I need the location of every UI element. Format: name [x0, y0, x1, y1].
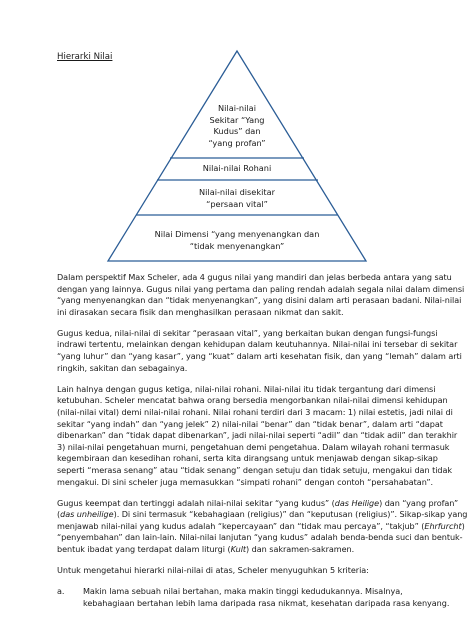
paragraph-gugus-keempat [57, 497, 468, 556]
tier-text-line: “yang profan” [208, 137, 266, 148]
text-line: ketubuhan. Scheler mencatat bahwa orang bersedia mengorbankan nilai-nilai dimensi kehidupan [57, 395, 448, 406]
pyramid-tier-vital [167, 187, 307, 210]
text-line: ini dirasakan secara fisik dan menghasilkan perasaan nikmat dan sakit. [57, 306, 344, 317]
text-line: menjawab nilai-nilai yang kudus adalah “kepercayaan” dan “tidak mau percaya”, “takjub” (Ehrfurcht) [57, 520, 465, 531]
text-line: Dalam perspektif Max Scheler, ada 4 gugus nilai yang mandiri dan jelas berbeda antara yang satu [57, 272, 452, 282]
text-line: ringkih, sakitan dan sebagainya. [57, 362, 188, 373]
paragraph-kriteria-intro [57, 565, 423, 577]
criteria-list [57, 586, 450, 609]
text-line: bentuk ibadat yang terdapat dalam liturgi (Kult) dan sakramen-sakramen. [57, 543, 355, 554]
paragraph-gugus-kedua [57, 327, 462, 374]
tier-text-line: Sekitar “Yang [209, 114, 265, 125]
text-line: Lain halnya dengan gugus ketiga, nilai-nilai rohani. Nilai-nilai itu tidak tergantung dari dimensi [57, 383, 436, 394]
criteria-item [57, 586, 450, 609]
text-line: seperti “merasa senang” atau “tidak senang” dengan setuju dan tidak setuju, mengakui dan tidak [57, 464, 453, 475]
pyramid-tier-spiritual [177, 163, 297, 175]
text-line: (das unheilige). Di sini termasuk “kebahagiaan (religius)” dan “keputusan (religius)”. Sikap-sikap yang [57, 509, 468, 520]
text-line: mengakui. Di sini scheler juga memasukkan “simpati rohani” dengan contoh “persahabatan”. [57, 476, 433, 487]
tier-text-line: “persaan vital” [206, 198, 268, 209]
tier-text-line: Nilai Dimensi “yang menyenangkan dan [154, 229, 320, 239]
text-line: kebahagiaan bertahan lebih lama daripada rasa nikmat, kesehatan daripada rasa kenyang. [83, 597, 450, 608]
tier-text-line: “tidak menyenangkan” [189, 240, 285, 251]
text-line: 3) nilai-nilai pengetahuan murni, pengetahuan demi pengetahua. Dalam wilayah rohani termasuk [57, 441, 450, 452]
tier-text-line: Kudus” dan [213, 126, 261, 136]
paragraph-gugus-pertama [57, 272, 465, 318]
text-line: sekitar “yang indah” dan “yang jelek” 2) nilai-nilai “benar” dan “tidak benar”, dalam arti “dapat [57, 418, 443, 429]
text-line: dibenarkan” dan “tidak dapat dibenarkan”, jadi nilai-nilai seperti “adil” dan “tidak adil” dan terakhir [57, 430, 458, 441]
text-line: “yang luhur” dan “yang kasar”, yang “kuat” dalam arti kesehatan fisik, dan yang “lemah” dalam arti [57, 351, 462, 362]
list-marker: a. [57, 586, 65, 597]
criteria-text [83, 586, 449, 609]
text-line: indrawi tertentu, melainkan dengan kehidupan dalam keutuhannya. Nilai-nilai ini tersebar di sekitar [57, 339, 458, 350]
tier-text-line: Nilai-nilai Rohani [202, 163, 272, 173]
text-line: Untuk mengetahui hierarki nilai-nilai di atas, Scheler menyuguhkan 5 kriteria: [57, 565, 369, 576]
tier-text-line: Nilai-nilai [218, 103, 256, 113]
paragraph-gugus-ketiga [57, 383, 458, 488]
page-title: Hierarki Nilai [57, 52, 113, 62]
text-line: “yang menyenangkan dan “tidak menyenangkan”, yang disini dalam arti perasaan badani. Nilai-nilai [57, 295, 462, 306]
text-line: Gugus kedua, nilai-nilai di sekitar “perasaan vital”, yang berkaitan bukan dengan fungsi-fungsi [57, 327, 438, 338]
text-line: dengan yang lainnya. Gugus nilai yang pertama dan paling rendah adalah segala nilai dalam dimensi [57, 283, 465, 294]
pyramid-tier-pleasure [137, 229, 337, 252]
text-line: Gugus keempat dan tertinggi adalah nilai-nilai sekitar “yang kudus” (das Heilige) dan “yang profan” [57, 497, 459, 508]
text-line: kegembiraan dan kesedihan rohani, serta kita dirangsang untuk menjawab dengan sikap-sikap [57, 453, 438, 464]
pyramid-tier-holy [187, 103, 287, 149]
text-line: (nilai-nilai vital) demi nilai-nilai rohani. Nilai rohani terdiri dari 3 macam: 1) nilai estetis, jadi nilai di [57, 406, 453, 417]
text-line: Makin lama sebuah nilai bertahan, maka makin tinggi kedudukannya. Misalnya, [83, 586, 403, 597]
text-line: “penyembahan” dan lain-lain. Nilai-nilai lanjutan “yang kudus” adalah benda-benda suci dan bentuk- [57, 532, 463, 543]
tier-text-line: Nilai-nilai disekitar [199, 187, 275, 197]
body-text [57, 272, 468, 609]
